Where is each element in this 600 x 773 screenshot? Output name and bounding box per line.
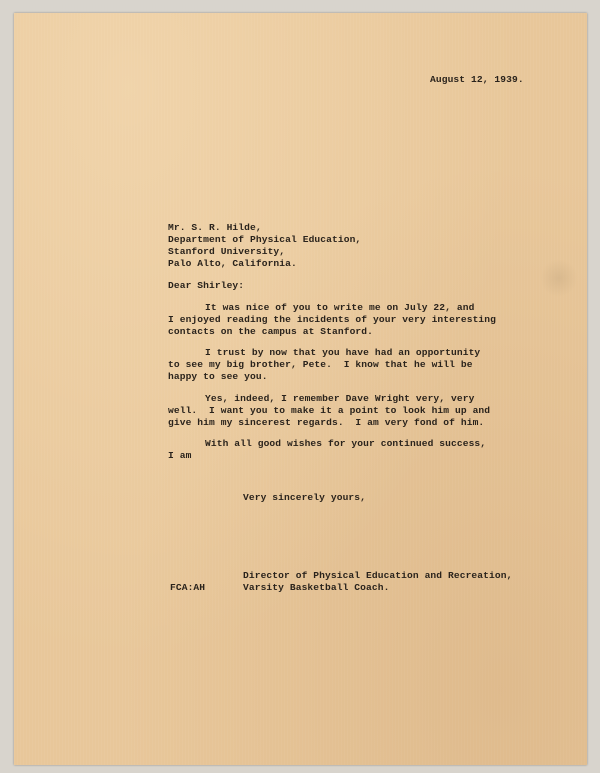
paragraph-1-line-1: It was nice of you to write me on July 22, and	[205, 302, 475, 313]
recipient-line-1: Mr. S. R. Hilde,	[168, 222, 262, 233]
paragraph-3-line-1: Yes, indeed, I remember Dave Wright very, very	[205, 393, 475, 404]
typist-initials: FCA:AH	[170, 582, 206, 593]
paragraph-2-line-2: to see my big brother, Pete. I know that he will be	[168, 359, 473, 370]
letter-page	[14, 13, 587, 765]
paragraph-1-line-3: contacts on the campus at Stanford.	[168, 326, 374, 337]
signature-title-line-2: Varsity Basketball Coach.	[243, 582, 390, 593]
paragraph-4-line-1: With all good wishes for your continued success,	[205, 438, 487, 449]
paragraph-3-line-2: well. I want you to make it a point to look him up and	[168, 405, 491, 416]
paragraph-4-line-2: I am	[168, 450, 192, 461]
closing: Very sincerely yours,	[243, 492, 367, 503]
paragraph-2-line-1: I trust by now that you have had an opportunity	[205, 347, 481, 358]
paper-stain	[541, 258, 577, 298]
recipient-line-2: Department of Physical Education,	[168, 234, 362, 245]
salutation: Dear Shirley:	[168, 280, 245, 291]
recipient-line-3: Stanford University,	[168, 246, 286, 257]
recipient-line-4: Palo Alto, California.	[168, 258, 297, 269]
paragraph-1-line-2: I enjoyed reading the incidents of your very interesting	[168, 314, 497, 325]
signature-title-line-1: Director of Physical Education and Recreation,	[243, 570, 513, 581]
paragraph-2-line-3: happy to see you.	[168, 371, 268, 382]
letter-date: August 12, 1939.	[430, 74, 524, 85]
paragraph-3-line-3: give him my sincerest regards. I am very fond of him.	[168, 417, 485, 428]
